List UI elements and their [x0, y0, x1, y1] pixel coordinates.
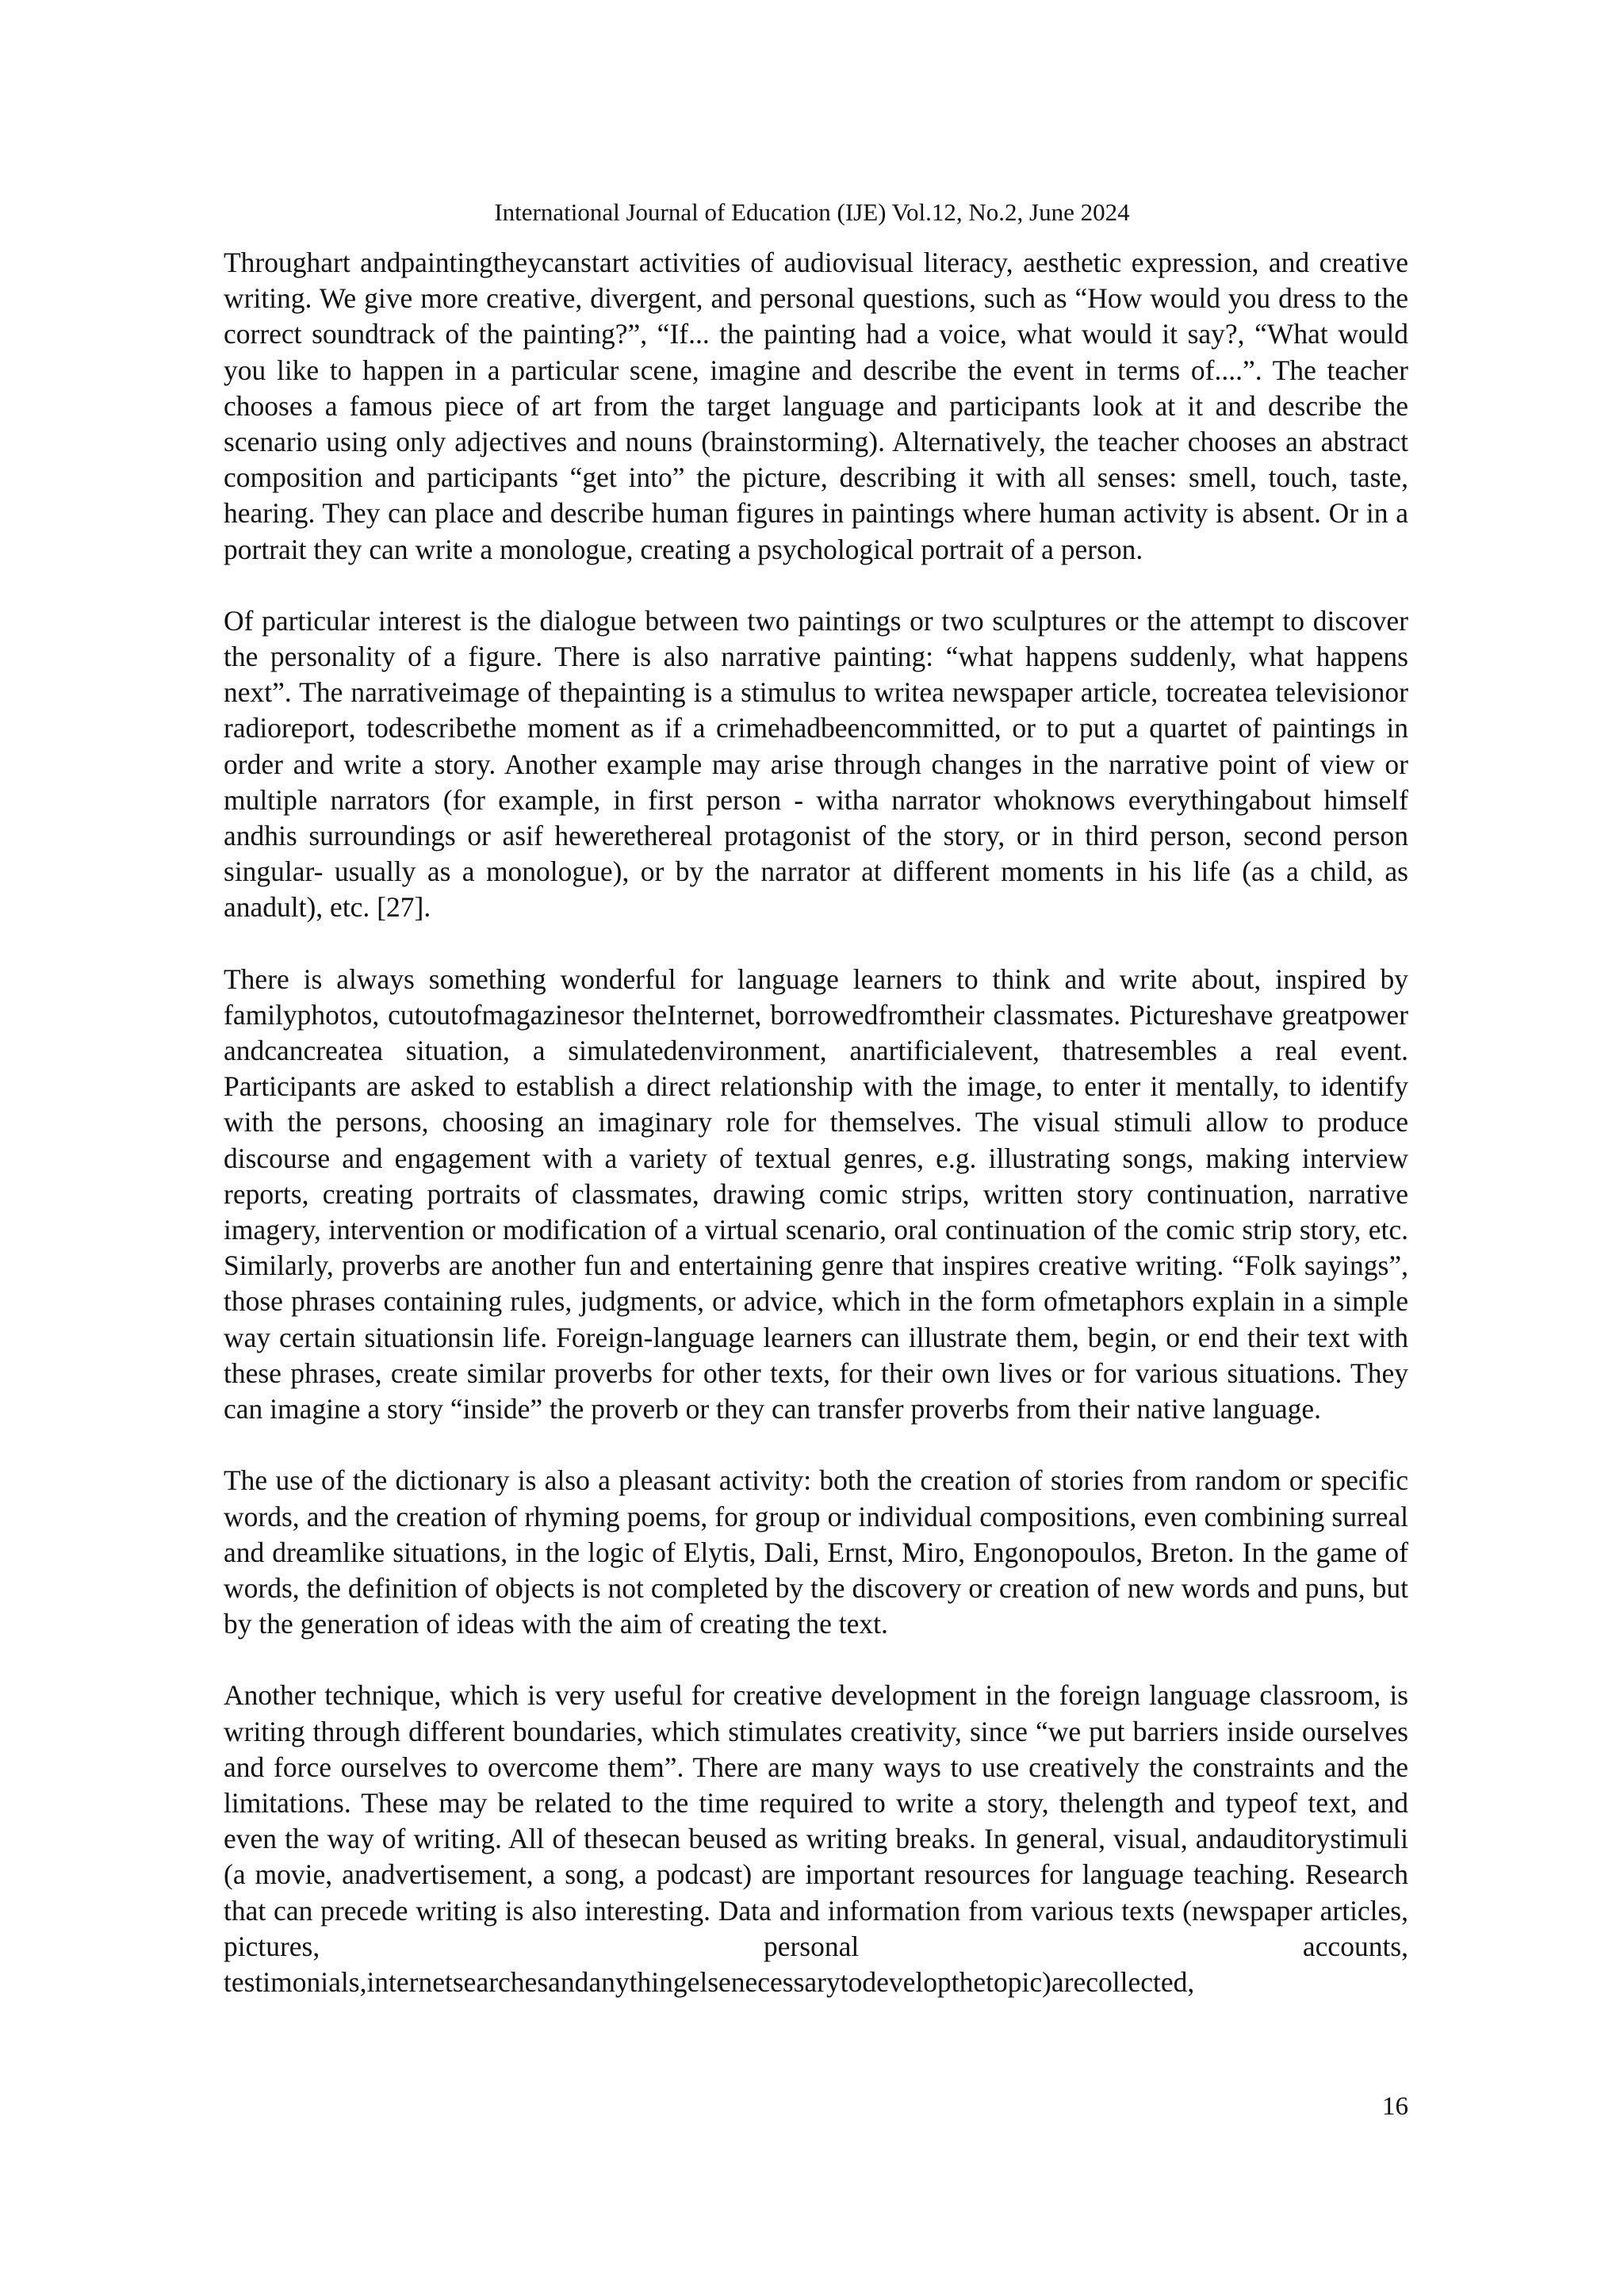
paragraph-1: Throughart andpaintingtheycanstart activities of audiovisual literacy, aesthetic expression, and creative writing. We give more creative, divergent, and personal questions, such as “How would you dress to the correct soundtrack of the painting?”, “If... the painting had a voice, what would it say?, “What would you like to happen in a particular scene, imagine and describe the event in terms of....”. The teacher chooses a famous piece of art from the target language and participants look at it and describe the scenario using only adjectives and nouns (brainstorming). Alternatively, the teacher chooses an abstract composition and participants “get into” the picture, describing it with all senses: smell, touch, taste, hearing. They can place and describe human figures in paintings where human activity is absent. Or in a portrait they can write a monologue, creating a psychological portrait of a person. — [224, 247, 1408, 565]
page-number: 16 — [1382, 2092, 1408, 2121]
running-header: International Journal of Education (IJE) Vol.12, No.2, June 2024 — [494, 198, 1130, 226]
body-text — [224, 245, 1408, 2000]
paragraph-2: Of particular interest is the dialogue between two paintings or two sculptures or the attempt to discover the personality of a figure. There is also narrative painting: “what happens suddenly, what happens next”. The narrativeimage of thepainting is a stimulus to writea newspaper article, tocreatea televisionor radioreport, todescribethe moment as if a crimehadbeencommitted, or to put a quartet of paintings in order and write a story. Another example may arise through changes in the narrative point of view or multiple narrators (for example, in first person - witha narrator whoknows everythingabout himself andhis surroundings or asif hewerethereal protagonist of the story, or in third person, second person singular- usually as a monologue), or by the narrator at different moments in his life (as a child, as anadult), etc. [27]. — [224, 604, 1408, 924]
paragraph-4: The use of the dictionary is also a pleasant activity: both the creation of stories from random or specific words, and the creation of rhyming poems, for group or individual compositions, even combining surreal and dreamlike situations, in the logic of Elytis, Dali, Ernst, Miro, Engonopoulos, Breton. In the game of words, the definition of objects is not completed by the discovery or creation of new words and puns, but by the generation of ideas with the aim of creating the text. — [224, 1464, 1408, 1640]
paragraph-3: There is always something wonderful for language learners to think and write about, inspired by familyphotos, cutoutofmagazinesor theInternet, borrowedfromtheir classmates. Pictureshave greatpower andcancreatea situation, a simulatedenvironment, anartificialevent, thatresembles a real event. Participants are asked to establish a direct relationship with the image, to enter it mentally, to identify with the persons, choosing an imaginary role for themselves. The visual stimuli allow to produce discourse and engagement with a variety of textual genres, e.g. illustrating songs, making interview reports, creating portraits of classmates, drawing comic strips, written story continuation, narrative imagery, intervention or modification of a virtual scenario, oral continuation of the comic strip story, etc. Similarly, proverbs are another fun and entertaining genre that inspires creative writing. “Folk sayings”, those phrases containing rules, judgments, or advice, which in the form ofmetaphors explain in a simple way certain situationsin life. Foreign-language learners can illustrate them, begin, or end their text with these phrases, create similar proverbs for other texts, for their own lives or for various situations. They can imagine a story “inside” the proverb or they can transfer proverbs from their native language. — [224, 962, 1408, 1425]
paragraph-5: Another technique, which is very useful for creative development in the foreign language classroom, is writing through different boundaries, which stimulates creativity, since “we put barriers inside ourselves and force ourselves to overcome them”. There are many ways to use creatively the constraints and the limitations. These may be related to the time required to write a story, thelength and typeof text, and even the way of writing. All of thesecan beused as writing breaks. In general, visual, andauditorystimuli (a movie, anadvertisement, a song, a podcast) are important resources for language teaching. Research that can precede writing is also interesting. Data and information from various texts (newspaper articles, pictures, personal accounts, testimonials,internetsearchesandanythingelsenecessarytodevelopthetopic)arecollected, — [224, 1679, 1408, 1998]
